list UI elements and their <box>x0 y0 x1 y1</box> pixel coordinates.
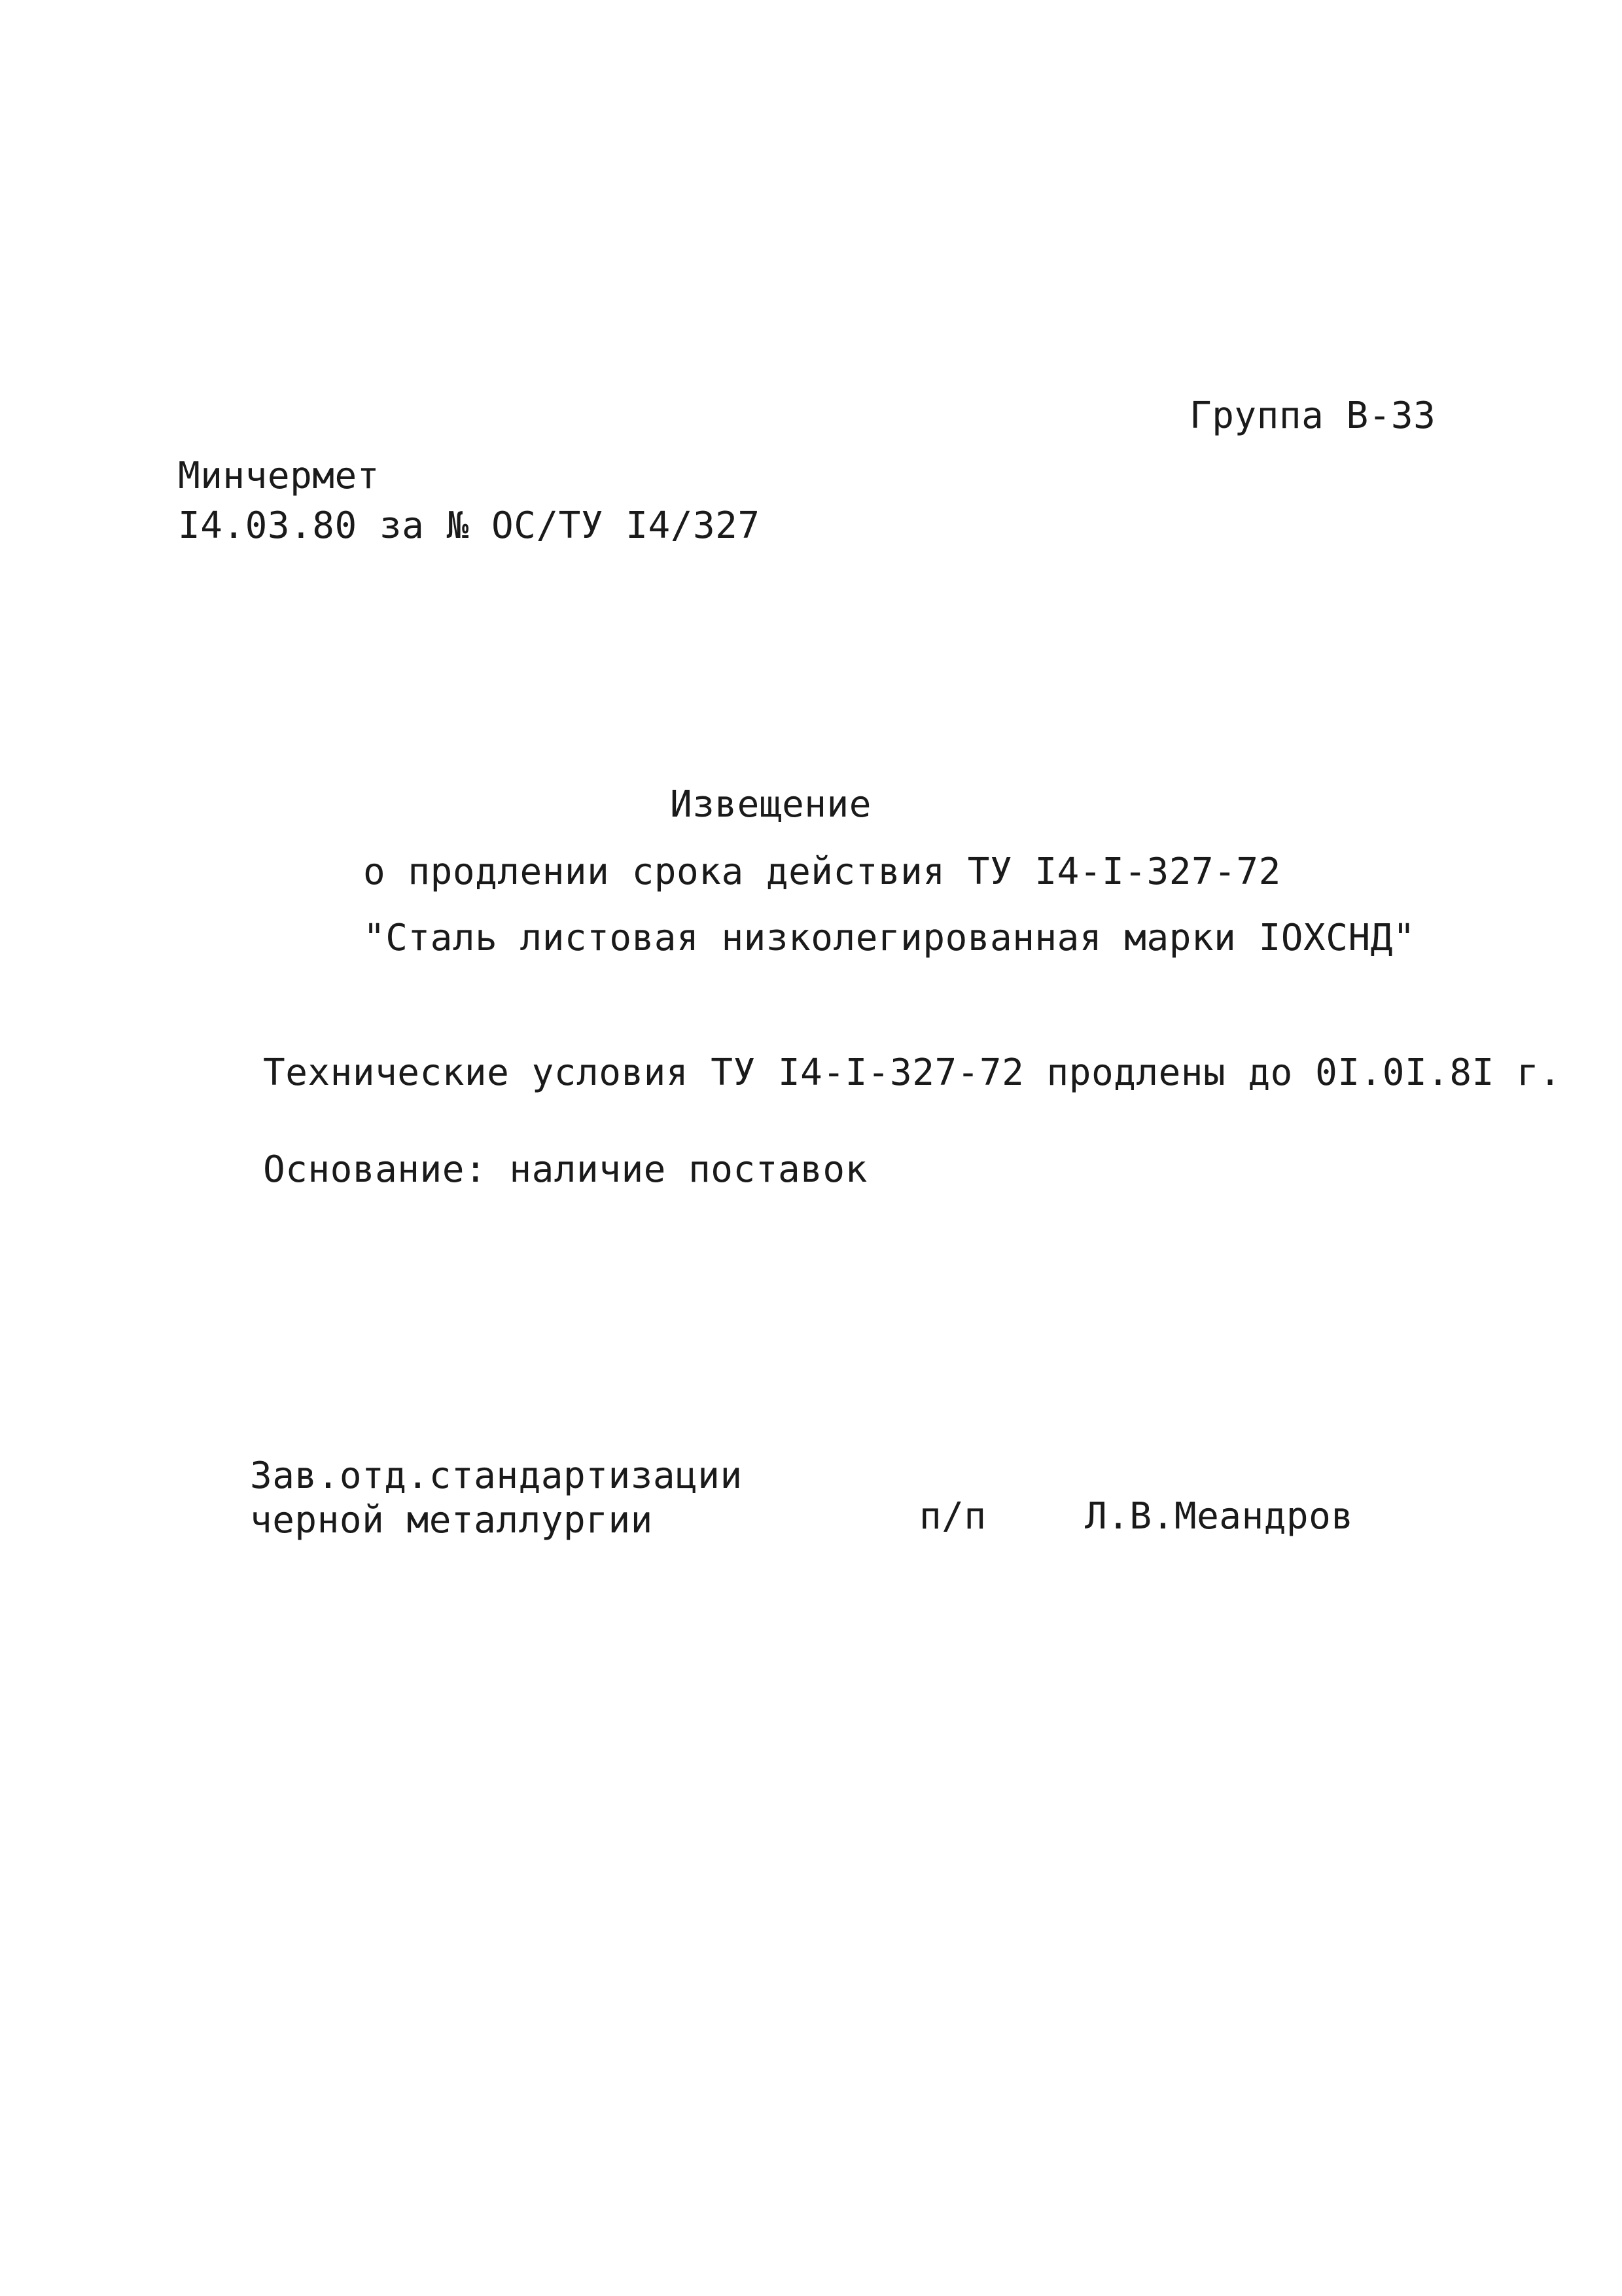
extension-statement: Технические условия ТУ I4-I-327-72 продлены до 0I.0I.8I г. <box>263 1051 1562 1094</box>
signatory-position-line-1: Зав.отд.стандартизации <box>250 1455 743 1497</box>
notice-title: Извещение <box>670 783 872 826</box>
signatory-name: Л.В.Меандров <box>1085 1495 1354 1538</box>
signatory-position-line-2: черной металлургии <box>250 1499 653 1542</box>
signature-mark: п/п <box>919 1495 987 1538</box>
group-code: Группа В-33 <box>1190 395 1436 437</box>
registration-line: I4.03.80 за № ОС/ТУ I4/327 <box>178 504 760 547</box>
ministry-name: Минчермет <box>178 455 379 497</box>
basis-statement: Основание: наличие поставок <box>263 1148 868 1191</box>
notice-subtitle-line-2: "Сталь листовая низколегированная марки IOXCHД" <box>363 917 1416 959</box>
notice-subtitle-line-1: о продлении срока действия ТУ I4-I-327-72 <box>363 851 1281 893</box>
